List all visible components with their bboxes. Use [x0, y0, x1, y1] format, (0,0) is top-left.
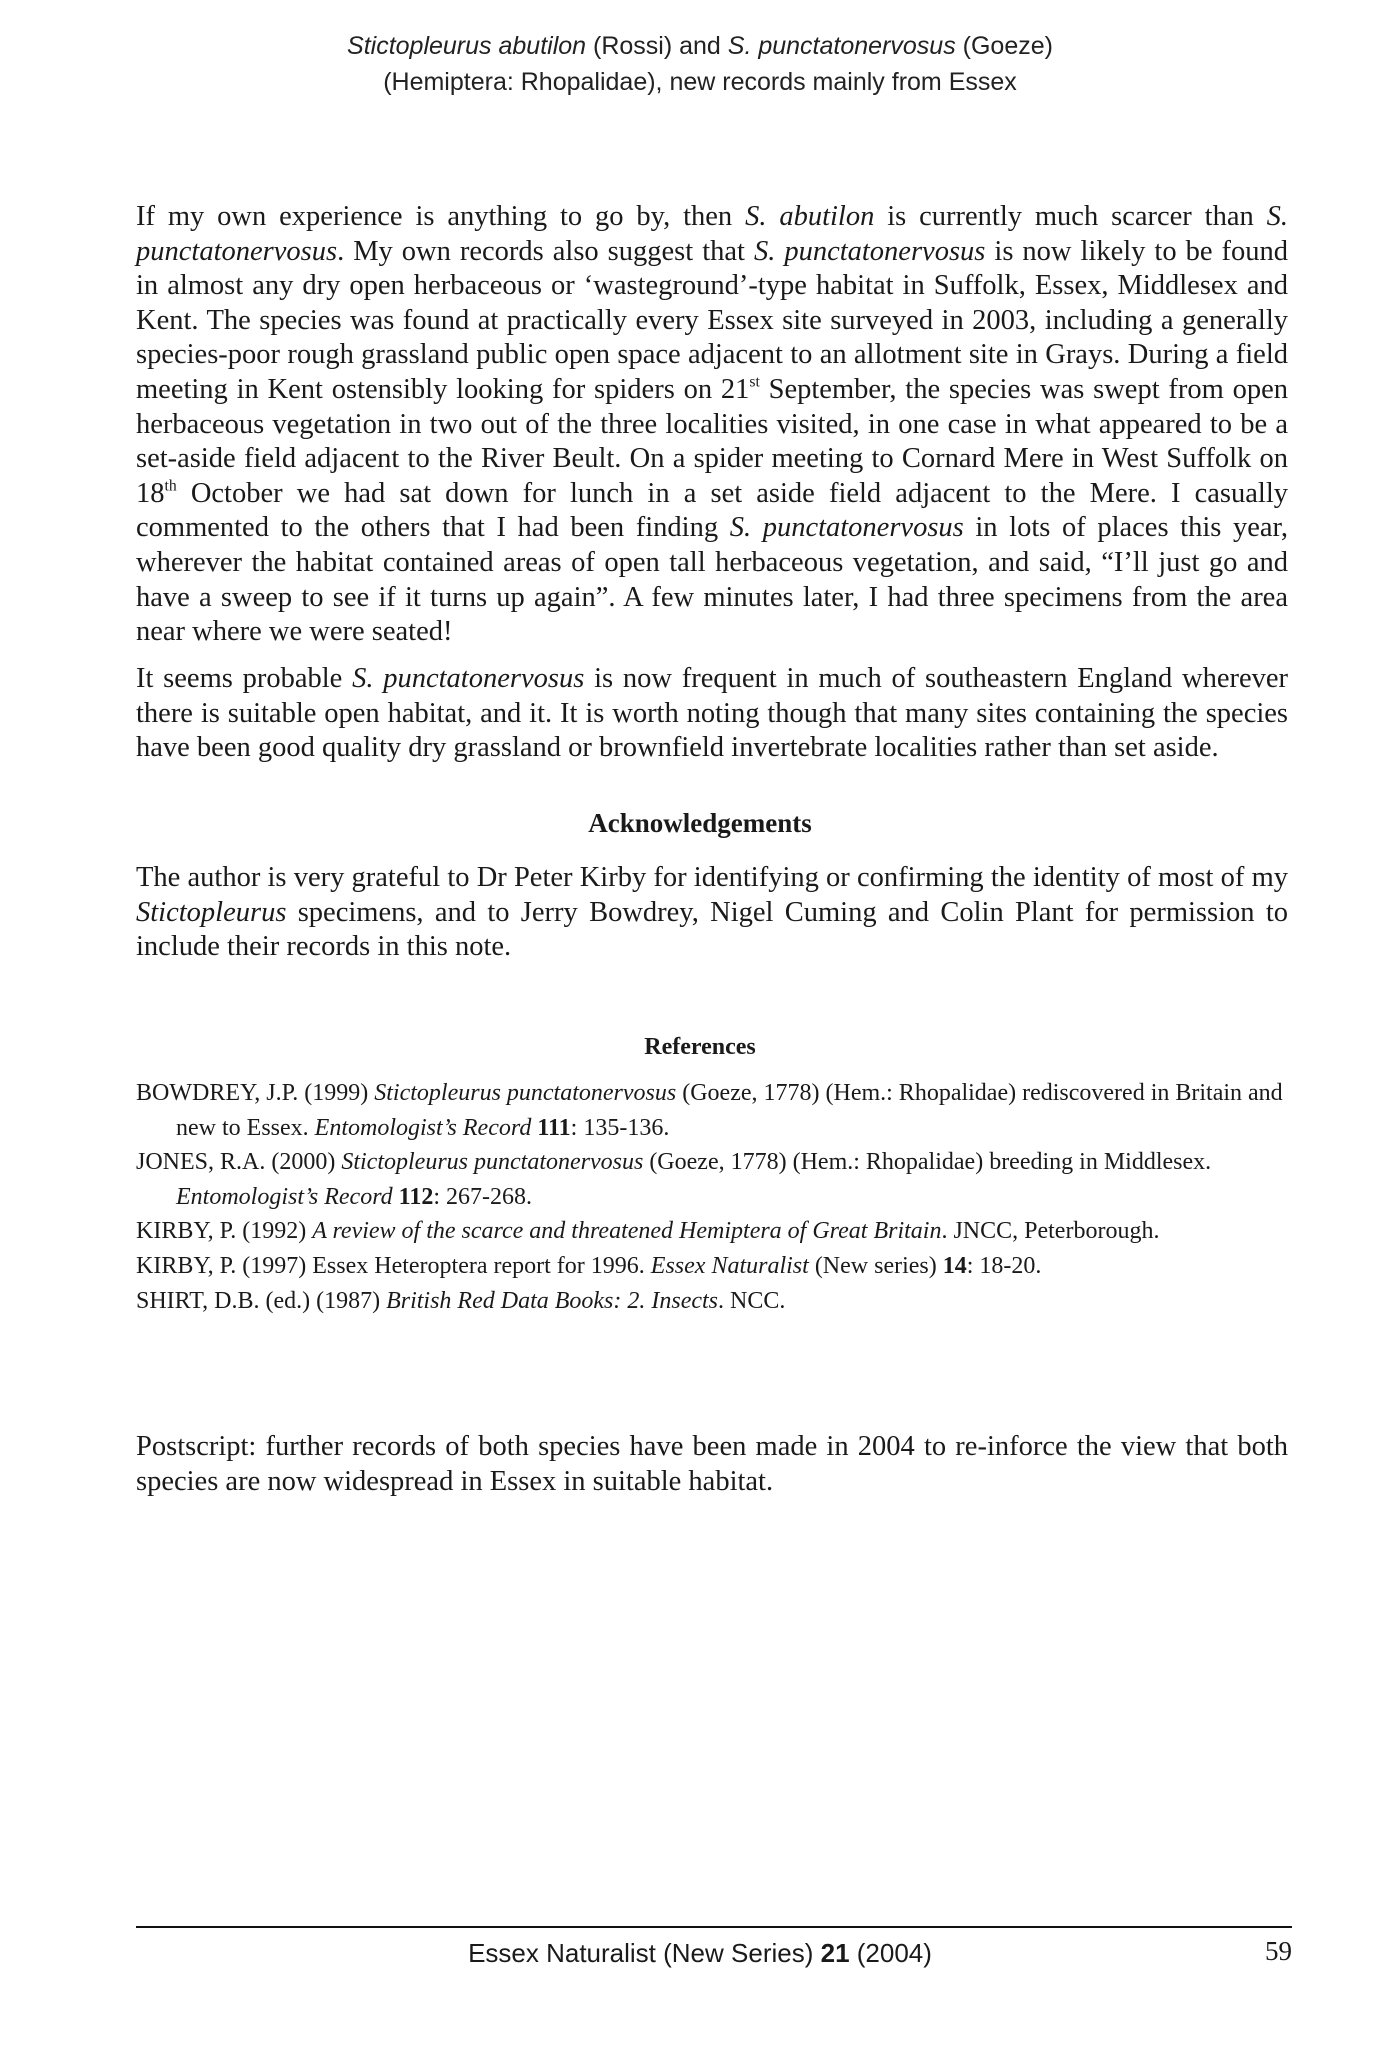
running-head-species-1: Stictopleurus abutilon — [347, 32, 587, 60]
ref-title-italic: Stictopleurus punctatonervosus — [341, 1149, 644, 1176]
paragraph-experience — [136, 200, 1288, 650]
references-heading: References — [644, 1034, 756, 1060]
ref-text: BOWDREY, J.P. (1999) — [136, 1080, 375, 1106]
ref-text: KIRBY, P. (1992) — [136, 1218, 313, 1245]
text-run: in lots of places this year, wherever the habitat contained areas of open tall herbaceous vegetation, and said, “I’ll just go and have a sweep to see if it turns up again”. A few minutes later, I had three specimens from the area near where we were seated! — [136, 512, 1288, 648]
reference-item — [136, 1249, 1296, 1284]
text-run: is now frequent in much of southeastern England wherever there is suitable open habitat, and it. It is worth noting though that many sites containing the species have been good quality dry grassland or brownfield invertebrate localities rather than set aside. — [136, 663, 1288, 764]
running-head-line-1 — [0, 28, 1400, 64]
species-name: S. punctatonervosus — [753, 235, 986, 267]
text-run: The author is very grateful to Dr Peter Kirby for identifying or confirming the identity of most of my — [136, 862, 1288, 893]
ref-text: . JNCC, Peterborough. — [941, 1218, 1160, 1245]
references-list — [136, 1076, 1296, 1318]
ref-title-italic: Stictopleurus punctatonervosus — [374, 1080, 677, 1106]
text-run: October we had sat down for lunch in a set aside field adjacent to the Mere. I casually commented to the others that I had been finding — [136, 477, 1288, 544]
ref-title-italic: British Red Data Books: 2. Insects — [386, 1287, 719, 1314]
ref-text: JONES, R.A. (2000) — [136, 1149, 342, 1176]
ref-pages: : 18-20. — [966, 1252, 1042, 1279]
running-head — [0, 28, 1400, 100]
postscript-paragraph — [136, 1430, 1288, 1499]
page-number: 59 — [1265, 1936, 1292, 1966]
ref-volume: 111 — [537, 1114, 571, 1141]
running-head-line-2: (Hemiptera: Rhopalidae), new records mainly from Essex — [383, 68, 1017, 96]
ref-title-italic: A review of the scarce and threatened Hemiptera of Great Britain — [312, 1218, 942, 1245]
footer-journal — [0, 1936, 1400, 1970]
ref-text: . NCC. — [718, 1287, 786, 1314]
text-run: It seems probable — [136, 663, 353, 694]
footer-rule — [136, 1926, 1292, 1928]
footer-volume: 21 — [820, 1938, 850, 1968]
reference-item — [136, 1214, 1296, 1249]
text-run: is now likely to be found in almost any dry open herbaceous or ‘wasteground’-type habitat in Suffolk, Essex, Middlesex and Kent. The species was found at practically every Essex site surveyed in 2003, including a generally species-poor rough grassland public open space adjacent to an allotment site in Grays. During a field meeting in Kent ostensibly looking for spiders on 21 — [136, 235, 1288, 405]
ref-text: KIRBY, P. (1997) Essex Heteroptera report for 1996. — [136, 1252, 651, 1279]
ref-text: (Goeze, 1778) (Hem.: Rhopalidae) breeding in Middlesex. — [643, 1149, 1212, 1176]
ref-volume: 14 — [942, 1252, 967, 1279]
ref-journal: Entomologist’s Record — [176, 1183, 393, 1210]
ref-text: (Goeze, 1778) (Hem.: Rhopalidae) rediscovered in Britain and new to Essex. — [176, 1080, 1283, 1141]
running-head-author-2: (Goeze) — [955, 32, 1053, 60]
reference-item — [136, 1076, 1296, 1145]
text-run: is currently much scarcer than — [874, 201, 1267, 232]
species-name: S. punctatonervosus — [729, 512, 964, 544]
postscript-text: Postscript: further records of both species have been made in 2004 to re-inforce the view that both species are now widespread in Essex in suitable habitat. — [136, 1431, 1288, 1497]
running-head-species-2: S. punctatonervosus — [727, 32, 956, 60]
ordinal-suffix: th — [164, 477, 177, 494]
footer-year: (2004) — [849, 1938, 932, 1968]
ref-pages: : 267-268. — [433, 1183, 533, 1210]
reference-item — [136, 1284, 1296, 1319]
paragraph-probable-status — [136, 662, 1288, 766]
text-run: If my own experience is anything to go by, then — [136, 201, 746, 232]
species-name: S. punctatonervosus — [352, 663, 585, 694]
reference-item — [136, 1145, 1296, 1214]
text-run: specimens, and to Jerry Bowdrey, Nigel Cuming and Colin Plant for permission to include their records in this note. — [136, 896, 1288, 963]
ref-journal: Entomologist’s Record — [314, 1114, 532, 1141]
ref-text: SHIRT, D.B. (ed.) (1987) — [136, 1287, 387, 1314]
acknowledgements-heading: Acknowledgements — [588, 808, 812, 838]
ordinal-suffix: st — [749, 373, 760, 391]
genus-name: Stictopleurus — [136, 896, 287, 928]
acknowledgements-paragraph — [136, 861, 1288, 965]
text-run: September, the species was swept from open herbaceous vegetation in two out of the three localities visited, in one case in what appeared to be a set-aside field adjacent to the River Beult. On a spider meeting to Cornard Mere in West Suffolk on 18 — [136, 373, 1288, 509]
ref-pages: : 135-136. — [570, 1114, 670, 1141]
species-name: S. punctatonervosus — [136, 201, 1288, 267]
species-name: S. abutilon — [745, 201, 875, 232]
footer-journal-name: Essex Naturalist (New Series) — [468, 1938, 821, 1968]
running-head-author-1: (Rossi) and — [586, 32, 728, 60]
ref-journal: Essex Naturalist — [650, 1252, 809, 1279]
ref-volume: 112 — [398, 1183, 434, 1210]
ref-text: (New series) — [808, 1252, 943, 1279]
text-run: . My own records also suggest that — [337, 235, 754, 267]
